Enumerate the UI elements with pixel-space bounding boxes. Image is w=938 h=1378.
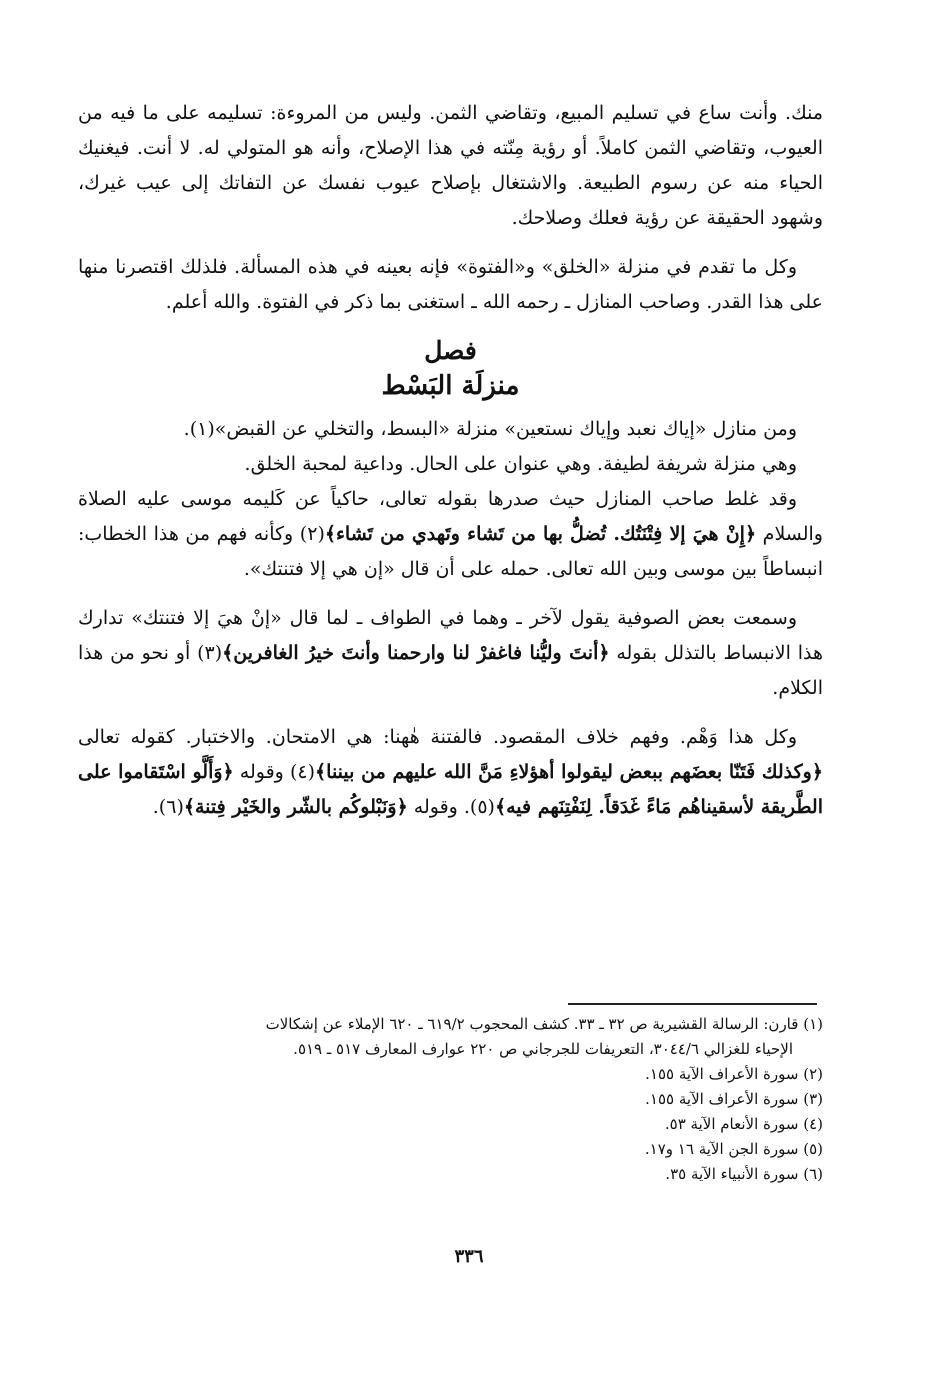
quran-verse: ﴿وَأَلَّو اسْتَقاموا على الطَّريقة لأسقيناهُم مَاءً غَدَقاً. لِنَفْتِنَهم فيه﴾ <box>78 761 823 818</box>
footnote <box>78 1087 823 1112</box>
page-body <box>78 96 823 825</box>
footnote-number: (٤) <box>803 1115 823 1133</box>
section-heading: فصل <box>424 336 477 365</box>
paragraph-7-text: وكل هذا وَهْم. وفهم خلاف المقصود. فالفتنة هٰهنا: هي الامتحان. والاختبار. كقوله تعالى <box>78 726 797 748</box>
paragraph-5-text: وقد غلط صاحب المنازل حيث صدرها بقوله تعالى، حاكياً عن كَليمه موسى عليه الصلاة والسلام <box>78 488 823 545</box>
quran-verse: ﴿وَنَبْلوكُم بالشّر والخَيْر فِتنة﴾ <box>183 796 408 818</box>
footnote-divider <box>568 1003 817 1005</box>
footnote-text: سورة الأنعام الآية ٥٣. <box>664 1115 799 1133</box>
footnote-text: قارن: الرسالة القشيرية ص ٣٢ ـ ٣٣. كشف المحجوب ٦١٩/٢ ـ ٦٢٠ الإملاء عن إشكالات <box>265 1015 799 1033</box>
footnote-number: (١) <box>803 1015 823 1033</box>
paragraph-2: وكل ما تقدم في منزلة «الخلق» و«الفتوة» فإنه بعينه في هذه المسألة. فلذلك اقتصرنا منها على هذا القدر. وصاحب المنازل ـ رحمه الله ـ استغنى بما ذكر في الفتوة. والله أعلم. <box>78 256 823 313</box>
footnote <box>78 1162 823 1187</box>
footnote-number: (٦) <box>803 1165 823 1183</box>
paragraph-7-text-mid: (٤) وقوله <box>233 761 316 783</box>
footnote <box>78 1137 823 1162</box>
paragraph-5 <box>78 482 823 587</box>
paragraph-1: منك. وأنت ساع في تسليم المبيع، وتقاضي الثمن. وليس من المروءة: تسليمه على ما فيه من العيوب، وتقاضي الثمن كاملاً. أو رؤية مِنّته في هذا الإصلاح، وأنه هو المتولي له. لا أنت. فيغنيك الحياء منه عن رسوم الطبيعة. والاشتغال بإصلاح عيوب نفسك عن التفاتك إلى عيب غيرك، وشهود الحقيقة عن رؤية فعلك وصلاحك. <box>78 102 823 229</box>
footnote <box>78 1112 823 1137</box>
footnote-text: سورة الأنبياء الآية ٣٥. <box>665 1165 799 1183</box>
footnote-continuation: الإحياء للغزالي ٣٠٤٤/٦، التعريفات للجرجاني ص ٢٢٠ عوارف المعارف ٥١٧ ـ ٥١٩. <box>293 1040 793 1058</box>
paragraph-6-text: وسمعت بعض الصوفية يقول لآخر ـ وهما في الطواف ـ لما قال «إنْ هيَ إلا فتنتك» تدارك هذا الانبساط بالتذلل بقوله <box>78 607 823 664</box>
paragraph-7-text-mid: (٥). وقوله <box>407 796 495 818</box>
footnote <box>78 1062 823 1087</box>
paragraph-7-text-end: (٦). <box>152 796 184 818</box>
footnotes <box>78 1012 823 1187</box>
section-subheading: منزلَة البَسْط <box>381 371 520 401</box>
footnote-text: سورة الأعراف الآية ١٥٥. <box>645 1090 799 1108</box>
paragraph-6 <box>78 601 823 706</box>
footnote-number: (٥) <box>803 1140 823 1158</box>
footnote-number: (٢) <box>803 1065 823 1083</box>
paragraph-3: ومن منازل «إياك نعبد وإياك نستعين» منزلة «البسط، والتخلي عن القبض»(١). <box>183 418 797 440</box>
quran-verse: ﴿وكذلك فَتَنّا بعضَهم ببعض ليقولوا أهؤلاءِ مَنَّ الله عليهم من بيننا﴾ <box>315 761 823 783</box>
footnote <box>78 1012 823 1037</box>
footnote-number: (٣) <box>803 1090 823 1108</box>
quran-verse: ﴿إِنْ هيَ إلا فِتْنَتُك. تُضلُّ بها من تَشاء وتَهدي من تَشاء﴾ <box>324 523 757 545</box>
paragraph-7 <box>78 720 823 825</box>
footnote-text: سورة الأعراف الآية ١٥٥. <box>645 1065 799 1083</box>
paragraph-6-text-end: (٣) أو نحو من هذا الكلام. <box>78 642 823 699</box>
paragraph-5-text-end: (٢) وكأنه فهم من هذا الخطاب: انبساطاً بين موسى وبين الله تعالى. حمله على أن قال «إن هي إلا فتنتك». <box>78 523 823 580</box>
page-number: ٣٣٦ <box>454 1246 484 1267</box>
quran-verse: ﴿أنتَ وليُّنا فاغفرْ لنا وارحمنا وأنتَ خيرُ الغافرين﴾ <box>222 642 610 664</box>
footnote-text: سورة الجن الآية ١٦ و١٧. <box>644 1140 799 1158</box>
paragraph-4: وهي منزلة شريفة لطيفة. وهي عنوان على الحال. وداعية لمحبة الخلق. <box>244 453 797 475</box>
